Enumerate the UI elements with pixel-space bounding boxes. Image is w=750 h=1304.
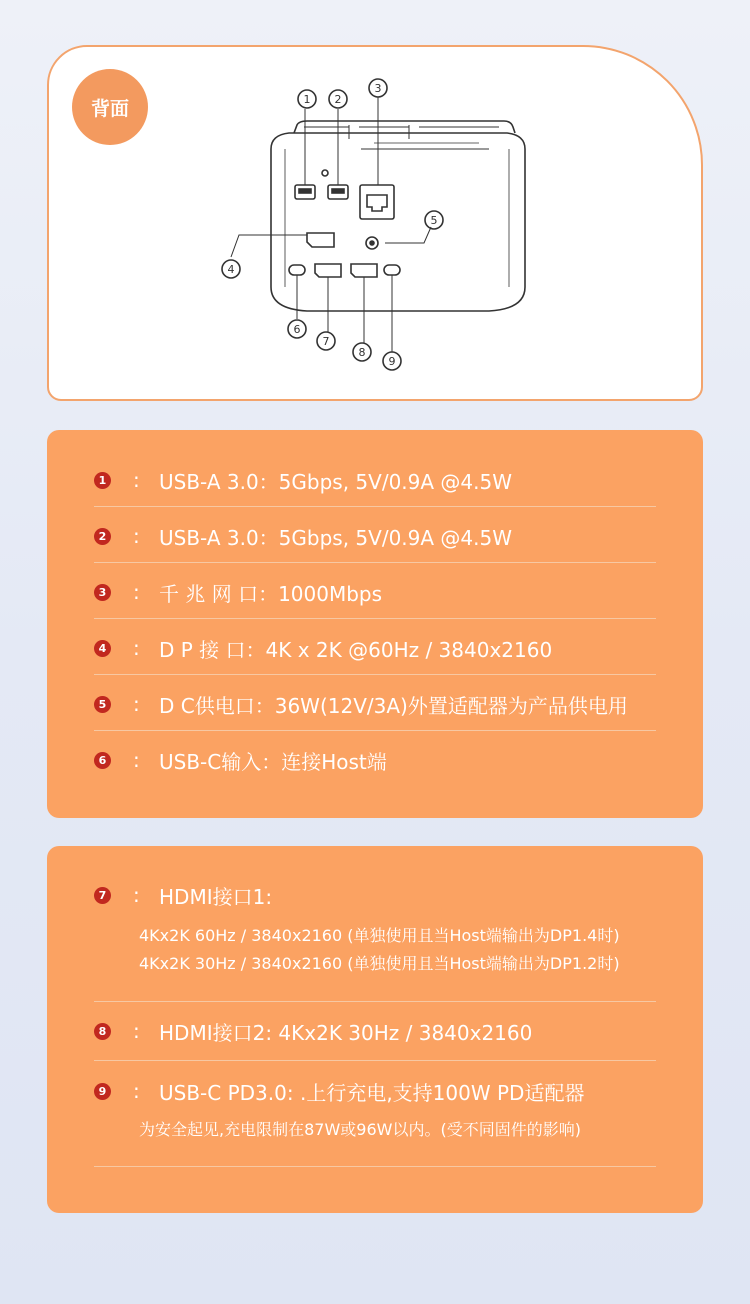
callout-3: 3 (374, 82, 382, 95)
row-colon: : (133, 636, 140, 660)
number-badge: 4 (94, 640, 111, 657)
port-usb-c-in (289, 265, 305, 275)
callout-5: 5 (430, 214, 438, 227)
row-text: HDMI接口2: 4Kx2K 30Hz / 3840x2160 (159, 1020, 533, 1045)
number-badge: 5 (94, 696, 111, 713)
row-text: USB-C PD3.0: .上行充电,支持100W PD适配器 (159, 1080, 585, 1105)
port-rj45 (360, 185, 394, 219)
row-subtext: 4Kx2K 60Hz / 3840x2160 (单独使用且当Host端输出为DP1.4时) (139, 926, 620, 945)
callout-8: 8 (358, 346, 366, 359)
rear-badge: 背面 (72, 69, 148, 145)
row-colon: : (133, 580, 140, 604)
port-row-8 (94, 1016, 656, 1046)
port-hdmi-2 (351, 264, 377, 277)
divider (94, 618, 656, 619)
number-badge: 3 (94, 584, 111, 601)
row-colon: : (133, 883, 140, 907)
port-row-2 (94, 521, 656, 551)
row-text: 千 兆 网 口：1000Mbps (159, 581, 383, 606)
row-text: HDMI接口1: (159, 884, 273, 909)
row-colon: : (133, 468, 140, 492)
divider (94, 1001, 656, 1002)
row-subtext: 为安全起见,充电限制在87W或96W以内。(受不同固件的影响) (139, 1120, 581, 1139)
device-rear-diagram (49, 47, 705, 403)
row-colon: : (133, 1019, 140, 1043)
port-dp (307, 233, 334, 247)
number-badge: 8 (94, 1023, 111, 1040)
callout-2: 2 (334, 93, 342, 106)
number-badge: 6 (94, 752, 111, 769)
number-badge: 1 (94, 472, 111, 489)
port-row-3 (94, 577, 656, 607)
callout-1: 1 (303, 93, 311, 106)
row-text: D C供电口：36W(12V/3A)外置适配器为产品供电用 (159, 693, 628, 718)
row-text: USB-C输入：连接Host端 (159, 749, 387, 774)
row-colon: : (133, 748, 140, 772)
divider (94, 1060, 656, 1061)
row-text: USB-A 3.0：5Gbps, 5V/0.9A @4.5W (159, 469, 512, 494)
row-colon: : (133, 692, 140, 716)
port-row-7 (94, 880, 656, 978)
divider (94, 562, 656, 563)
number-badge: 2 (94, 528, 111, 545)
rear-view-card (47, 45, 703, 401)
port-row-1 (94, 465, 656, 495)
divider (94, 506, 656, 507)
row-colon: : (133, 1079, 140, 1103)
port-row-6 (94, 745, 656, 775)
divider (94, 1166, 656, 1167)
ports-panel-2 (47, 846, 703, 1213)
callout-7: 7 (322, 335, 330, 348)
divider (94, 730, 656, 731)
row-subtext: 4Kx2K 30Hz / 3840x2160 (单独使用且当Host端输出为DP1.2时) (139, 954, 620, 973)
row-text: D P 接 口：4K x 2K @60Hz / 3840x2160 (159, 637, 553, 662)
divider (94, 674, 656, 675)
port-usb-c-pd (384, 265, 400, 275)
port-row-5 (94, 689, 656, 719)
port-hdmi-1 (315, 264, 341, 277)
callout-4: 4 (227, 263, 235, 276)
ports-panel-1 (47, 430, 703, 818)
port-row-9 (94, 1076, 656, 1144)
device-body (271, 133, 525, 311)
number-badge: 9 (94, 1083, 111, 1100)
number-badge: 7 (94, 887, 111, 904)
callout-9: 9 (388, 355, 396, 368)
row-colon: : (133, 524, 140, 548)
row-text: USB-A 3.0：5Gbps, 5V/0.9A @4.5W (159, 525, 512, 550)
port-row-4 (94, 633, 656, 663)
callout-6: 6 (293, 323, 301, 336)
